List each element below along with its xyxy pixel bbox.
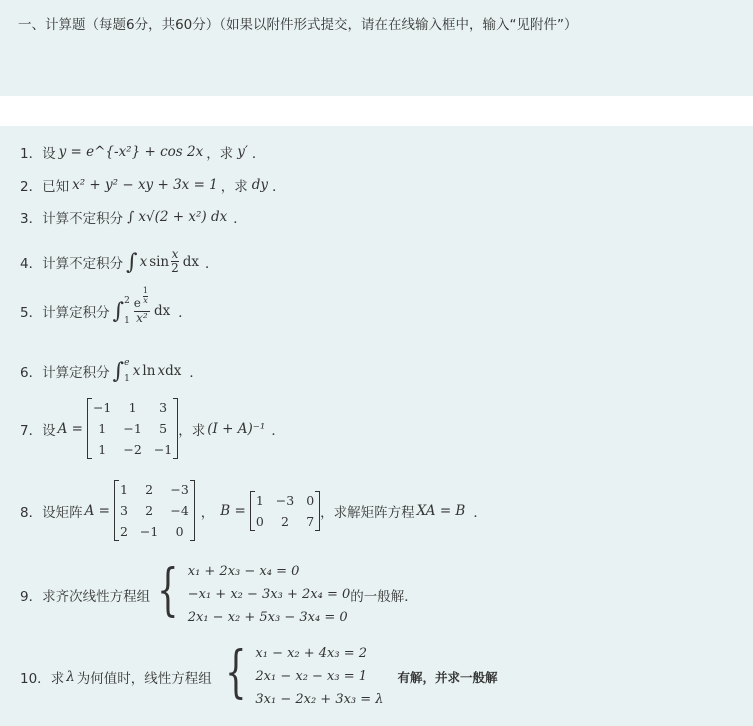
question-7 <box>20 398 285 459</box>
matrix-cell: 1 <box>119 482 128 497</box>
formula: ∫ x√(2 + x²) dx <box>127 209 228 225</box>
matrix-cell: 3 <box>119 503 128 518</box>
question-1 <box>20 142 265 162</box>
question-text: 已知 <box>42 179 70 195</box>
differential: dx <box>154 303 171 319</box>
matrix-b <box>250 491 320 531</box>
punctuation: ． <box>251 146 266 162</box>
punctuation: ． <box>233 211 247 227</box>
matrix-name: A = <box>84 502 110 519</box>
brace: { <box>157 557 179 623</box>
differential: dx <box>165 363 182 379</box>
question-3 <box>20 207 247 227</box>
matrix-a <box>87 398 178 459</box>
question-text: 计算定积分 <box>42 365 110 381</box>
formula: dy <box>251 177 269 193</box>
punctuation: ． <box>178 305 192 321</box>
matrix-cell: 2 <box>145 482 154 497</box>
equation: x₁ + 2x₃ − x₄ = 0 <box>187 564 300 579</box>
base: e <box>133 296 141 311</box>
punctuation: ． <box>205 255 219 272</box>
equation-system <box>150 557 351 629</box>
formula: y = e^{-x²} + cos 2x <box>58 144 204 160</box>
denominator: 2 <box>171 261 179 276</box>
matrix-cell: 3 <box>159 400 168 415</box>
matrix-cell: 2 <box>145 503 154 518</box>
question-number: 2． <box>20 179 43 195</box>
question-5 <box>20 286 192 326</box>
question-text: 的一般解． <box>350 588 418 605</box>
fraction <box>171 248 179 275</box>
question-number: 7． <box>20 422 43 439</box>
equation: −x₁ + x₂ − 3x₃ + 2x₄ = 0 <box>187 587 351 602</box>
matrix-cell: 2 <box>119 524 128 539</box>
lambda: λ <box>66 668 75 685</box>
matrix-cell: 0 <box>175 524 184 539</box>
separator: ， <box>200 504 215 521</box>
question-number: 10． <box>20 670 51 687</box>
formula: XA = B <box>416 502 466 519</box>
matrix-a <box>114 480 195 541</box>
question-text: 为何值时，线性方程组 <box>76 670 212 687</box>
matrix-cell: −1 <box>123 421 142 436</box>
differential: dx <box>182 253 200 270</box>
question-text: 计算定积分 <box>42 305 110 321</box>
matrix-cell: 1 <box>255 492 264 508</box>
numerator: x <box>171 247 179 261</box>
matrix-cell: −3 <box>275 492 295 508</box>
formula: y′ <box>237 144 248 160</box>
equation: 2x₁ − x₂ + 5x₃ − 3x₄ = 0 <box>187 610 348 625</box>
equation-system <box>218 639 384 711</box>
formula: x² + y² − xy + 3x = 1 <box>72 177 218 193</box>
matrix-cell: 0 <box>306 492 315 508</box>
question-number: 8． <box>20 504 43 521</box>
matrix-cell: −1 <box>153 442 173 457</box>
equation: x₁ − x₂ + 4x₃ = 2 <box>255 646 368 661</box>
question-text: 设 <box>42 422 56 439</box>
matrix-cell: 5 <box>159 421 168 436</box>
punctuation: ． <box>473 504 487 521</box>
punctuation: ． <box>271 422 285 439</box>
integral-sign: ∫ <box>112 299 125 324</box>
question-number: 3． <box>20 211 43 227</box>
upper-limit: e <box>124 358 130 368</box>
equation: 2x₁ − x₂ − x₃ = 1 <box>255 669 368 684</box>
matrix-cell: −3 <box>170 482 189 497</box>
question-text: ，求 <box>220 179 248 195</box>
matrix-cell: 1 <box>98 421 107 436</box>
matrix-cell: 7 <box>306 513 315 529</box>
question-2 <box>20 175 286 195</box>
denominator: x² <box>136 310 148 325</box>
question-text: 计算不定积分 <box>42 211 124 227</box>
matrix-cell: 1 <box>128 400 137 415</box>
punctuation: ． <box>189 365 203 381</box>
matrix-cell: 1 <box>98 442 107 457</box>
matrix-cell: −2 <box>123 442 142 457</box>
upper-limit: 2 <box>124 296 130 306</box>
matrix-name: A = <box>57 420 83 437</box>
question-6: 6． 计算定积分 ∫ e 1 x ln x dx ． <box>20 358 203 384</box>
integral-sign: ∫ <box>126 249 138 275</box>
matrix-cell: −1 <box>139 524 159 539</box>
matrix-cell: 2 <box>281 513 289 529</box>
question-text: 设矩阵 <box>42 504 83 521</box>
punctuation: ． <box>272 179 286 195</box>
fraction: e $\frac{1}{x}$ x² <box>133 286 148 325</box>
matrix-cell: 0 <box>255 513 264 529</box>
section-title: 一、计算题（每题6分，共60分）（如果以附件形式提交，请在在线输入框中，输入“见附件”） <box>18 17 578 33</box>
question-number: 1． <box>20 146 43 162</box>
brace: { <box>224 639 247 705</box>
question-text: 有解，并求一般解 <box>397 669 498 685</box>
lower-limit: 1 <box>124 374 130 384</box>
matrix-name: B = <box>220 502 246 519</box>
integral-sign: ∫ <box>112 359 125 384</box>
question-number: 9． <box>20 588 43 605</box>
equation: 3x₁ − 2x₂ + 3x₃ = λ <box>255 692 384 707</box>
question-number: 5． <box>20 305 43 321</box>
question-text: ，求 <box>178 422 206 439</box>
question-text: 设 <box>42 146 56 162</box>
formula: (I + A)⁻¹ <box>207 420 266 437</box>
question-text: ，求 <box>206 146 234 162</box>
matrix-cell: −1 <box>92 400 112 415</box>
question-text: ，求解矩阵方程 <box>320 504 415 521</box>
lower-limit: 1 <box>124 316 130 326</box>
header-panel <box>0 0 753 96</box>
question-text: 求齐次线性方程组 <box>42 588 151 605</box>
question-4: 4． 计算不定积分 ∫ x sin $\frac{x}{2}$ dx ． <box>20 247 219 276</box>
matrix-cell: −4 <box>170 503 189 518</box>
question-text: 计算不定积分 <box>42 255 124 272</box>
question-number: 4． <box>20 255 43 272</box>
question-text: 求 <box>50 670 65 687</box>
question-10 <box>20 639 498 711</box>
question-9 <box>20 557 418 629</box>
question-8 <box>20 480 487 541</box>
question-number: 6． <box>20 365 43 381</box>
